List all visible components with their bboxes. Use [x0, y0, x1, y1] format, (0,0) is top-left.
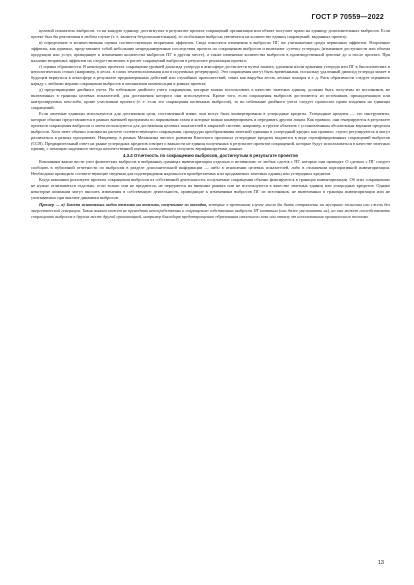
paragraph: Когда компании реализуют проекты сокращения выбросов из собственной деятельности, получаемые сокращения обычно фиксируются в границах инвентаризации. Об этих сокращениях не нужно отчитываться отдельно, если только они не продаются, не передаются на внешних рынках или не используются в качестве зачетных единиц или углеродных кредитов. Однако некоторые компании могут вносить изменения в собственную деятельность, приводящие к изменениям выбросов ПГ из источников, не включенных в границы инвентаризации или не учитываемых при анализе динамики выбросов.: [31, 177, 390, 200]
example-note-text: которые в противном случае могли бы быть отправлены на мусорные полигоны или сжечь без энергетической генерации. Такая замена может не проходить непосредственно к сокращению собственных выбросов ПГ компании (или даже увеличивать их), но она может способствовать сокращению выбросов в другом месте другой организацией, например благодаря предотвращению образования свалочного газа или отказу от использования органического топлива.: [31, 202, 390, 220]
example-note: [31, 202, 390, 220]
paragraph: Если зачетные единицы используются для достижения цели, поставленной извне, они могут быть конвертированы в углеродные кредиты. Углеродные кредиты — это инструменты, которые обычно представляются в рамках внешней программы по парниковым газам и которые можно конвертировать и передавать другим лицам. Как правило, они генерируются в результате проектов сокращения выбросов и затем используются для достижения целевых показателей в закрытой системе, например, в группе объектов с установленным абсолютным верхним пределом выбросов. Хотя зачет обычно основан на расчете соответствующего сокращения, процедуры преобразования зачетной единицы в углеродный кредит, как правило, строго регулируются и могут различаться в разных программах. Например, в рамках Механизма чистого развития Киотского протокола углеродные кредиты выдаются в виде сертифицированных сокращений выбросов (ССВ). Предварительный ответ на рынке углеродных кредитов говорит о важности не единиц полученных в результате проектов сокращений, которые будут использоваться в качестве зачетных единиц, с помощью надежного метода количественной оценки, позволяющего получить верифицируемые данные.: [31, 110, 390, 152]
paragraph: в) определение и количественная оценка соответствующих вторичных эффектов. Сюда относятся изменения в выбросах ПГ, же учитываемые среди первичных эффектов. Вторичные эффекты, как правило, представляют собой небольшие непреднамеренные последствия проекта по сокращению выбросов и включают «утечку углерода» (изменение доступности или объема продукции или услуг, приводящее к изменению количества выбросов ПГ в другом месте), а также изменение количества выбросов в производственной цепочке до и после проекта. При наличии вторичных эффектов их следует включать в расчет сокращений выбросов в результате реализации проекта;: [31, 39, 390, 63]
paragraph: Компаниям важно вести учет физических выбросов в выбранных границах инвентаризации отдельно и независимо от любых сделок с ПГ, которые они проводят. О сделках с ПГ следует сообщать в публичной отчетности по выбросам в разделе дополнительной информации — либо в отношении целевых показателей, либо в отношении корпоративной инвентаризации. Необходимо приводить соответствующие сведения для подтверждения надежности приобретаемых или продаваемых зачетных единиц или углеродных кредитов.: [31, 159, 390, 177]
paragraph: д) предотвращение двойного учета. Во избежание двойного учета сокращения, которые можно использовать в качестве зачетных единиц, должны быть получены из источников, не включенных в границы целевых показателей, для достижения которого они используются. Кроме того, если сокращения выбросов достигаются из источников, принадлежащих или контролируемых кем-либо, кроме участников проекта (т. е. если это сокращения косвенных выбросов), то во избежание двойного учета следует прописать права владения на единицы сокращений.: [31, 87, 390, 110]
section-heading: 4.3.4 Отчетность по сокращению выбросов, достигнутым в результате проектов: [123, 152, 298, 158]
body-text: [31, 28, 390, 220]
example-note-lead: Пример — а) Замена ископаемых видов топлива на топливо, полученное из отходов,: [39, 202, 208, 208]
standard-header: ГОСТ Р 70559—2022: [311, 14, 384, 21]
paragraph: г) оценка обратимости. В некоторых проектах сокращение уровней диоксида углерода в атмосфере достигается путем захвата, удаления и/или хранения углерода или ПГ в биологических и неиологических стоках (например, в лесах, в слоях землепользования или в подземных резервуарах). Эти сокращения могут быть временными, поскольку удаленный диоксид углерода может в будущем вернуться в атмосферу в результате преднамеренных действий или случайных происшествий, таких как вырубка лесов, лесные пожары и т. д. Риск обратимости следует оценивать наряду с любыми мерами сокращения выбросов и механизмов компенсации в рамках проекта;: [31, 63, 390, 87]
paragraph: целевой показатель выбросов, то на каждую единицу достигнутых в результате проекта сокращений организация или объект получает право на единицу дополнительных выбросов. Если проект был бы реализован в любом случае (т. е. является бездополнительным), то глобальные выбросы увеличатся на количество единиц сокращений, выданных проекту;: [31, 28, 390, 39]
page-number: 13: [377, 560, 384, 566]
